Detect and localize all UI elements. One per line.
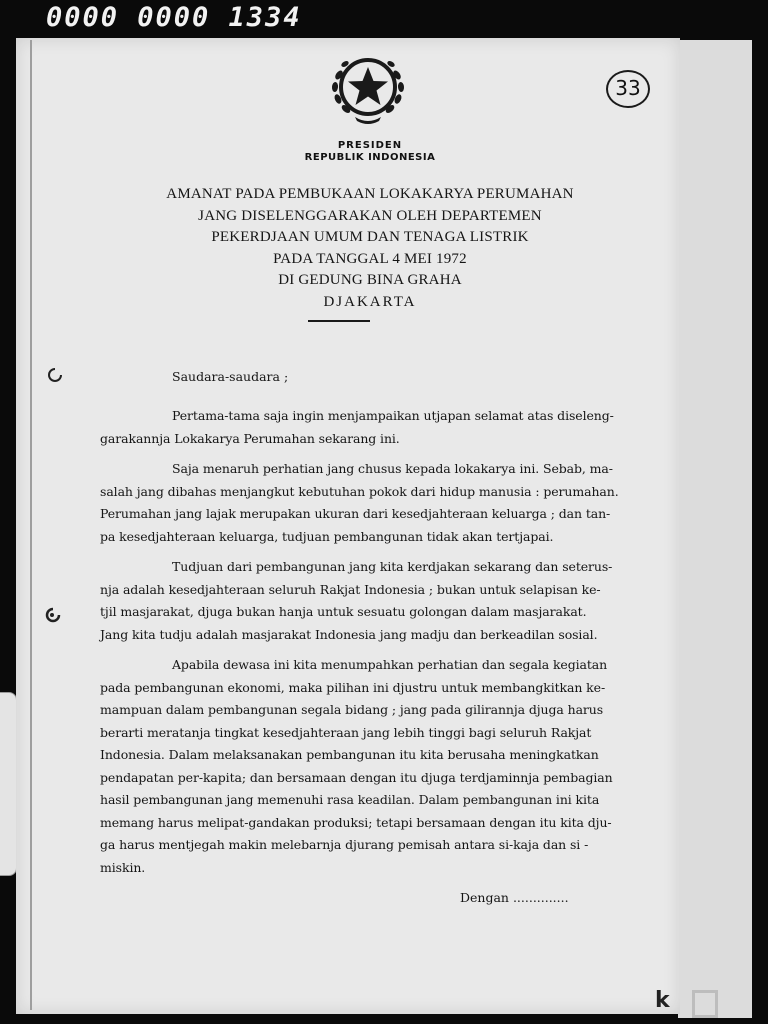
frame-box-mark [692,990,718,1018]
text-line: Indonesia. Dalam melaksanakan pembangunan itu kita berusaha meningkatkan [100,747,599,762]
text-line: berarti meratanja tingkat kesedjahteraan jang lebih tinggi bagi seluruh Rakjat [100,724,592,740]
text-line: pa kesedjahteraan keluarga, tudjuan pembangunan tidak akan tertjapai. [100,528,554,544]
text-line: memang harus melipat-gandakan produksi; tetapi bersamaan dengan itu kita dju- [100,814,612,830]
text-line: pendapatan per-kapita; dan bersamaan dengan itu djuga terdjaminnja pembagian [100,769,613,785]
text-line: ga harus mentjegah makin melebarnja djurang pemisah antara si-kaja dan si - [100,837,589,852]
title-date: PADA TANGGAL 4 MEI 1972 [273,250,467,267]
text-line: Apabila dewasa ini kita menumpahkan perhatian dan segala kegiatan [172,657,608,672]
paragraph-3 [100,556,640,646]
salutation: Saudara-saudara ; [172,369,289,384]
text-line: pada pembangunan ekonomi, maka pilihan ini djustru untuk membangkitkan ke- [100,679,606,695]
text-line: Tudjuan dari pembangunan jang kita kerdjakan sekarang dan seterus- [172,559,613,574]
page-number-circled: 33 [606,70,650,108]
state-emblem-icon [325,45,411,127]
punch-hole-icon [46,366,64,384]
document-title [140,184,600,314]
text-line: hasil pembangunan jang memenuhi rasa keadilan. Dalam pembangunan ini kita [100,792,600,807]
backing-sheet [678,40,752,1018]
issuer-title: PRESIDEN [337,140,403,151]
text-line: mampuan dalam pembangunan segala bidang ; jang pada gilirannja djuga harus [100,702,604,717]
title-venue: DI GEDUNG BINA GRAHA [278,272,462,289]
paragraph-2 [100,458,640,548]
paragraph-4 [100,654,640,879]
issuer-country: REPUBLIK INDONESIA [304,152,436,163]
text-line: Jang kita tudju adalah masjarakat Indonesia jang madju dan berkeadilan sosial. [100,626,598,642]
text-line: salah jang dibahas menjangkut kebutuhan pokok dari hidup manusia : perumahan. [100,483,619,499]
continuation-catchword: Dengan .............. [460,890,569,905]
text-line: Perumahan jang lajak merupakan ukuran dari kesedjahteraan keluarga ; dan tan- [100,506,611,521]
punch-hole-icon [44,606,62,624]
paragraph-1 [100,405,640,450]
text-line: Saja menaruh perhatian jang chusus kepada lokakarya ini. Sebab, ma- [172,461,613,476]
binder-tab [0,692,17,876]
text-line: garakannja Lokakarya Perumahan sekarang ini. [100,430,400,446]
title-line: PEKERDJAAN UMUM DAN TENAGA LISTRIK [211,229,529,246]
page-fold-line [30,40,32,1010]
text-line: miskin. [100,859,146,875]
microfilm-frame-number: 0000 0000 1334 [46,2,302,33]
text-line: tjil masjarakat, djuga bukan hanja untuk sesuatu golongan dalam masjarakat. [100,604,587,619]
speech-body [100,366,640,887]
title-city: DJAKARTA [323,293,417,310]
title-line: JANG DISELENGGARAKAN OLEH DEPARTEMEN [198,207,542,224]
title-line: AMANAT PADA PEMBUKAAN LOKAKARYA PERUMAHAN [166,186,574,202]
text-line: Pertama-tama saja ingin menjampaikan utjapan selamat atas diseleng- [172,408,614,423]
frame-mark: k [655,988,670,1013]
text-line: nja adalah kesedjahteraan seluruh Rakjat Indonesia ; bukan untuk selapisan ke- [100,581,601,597]
title-underline [308,320,370,322]
